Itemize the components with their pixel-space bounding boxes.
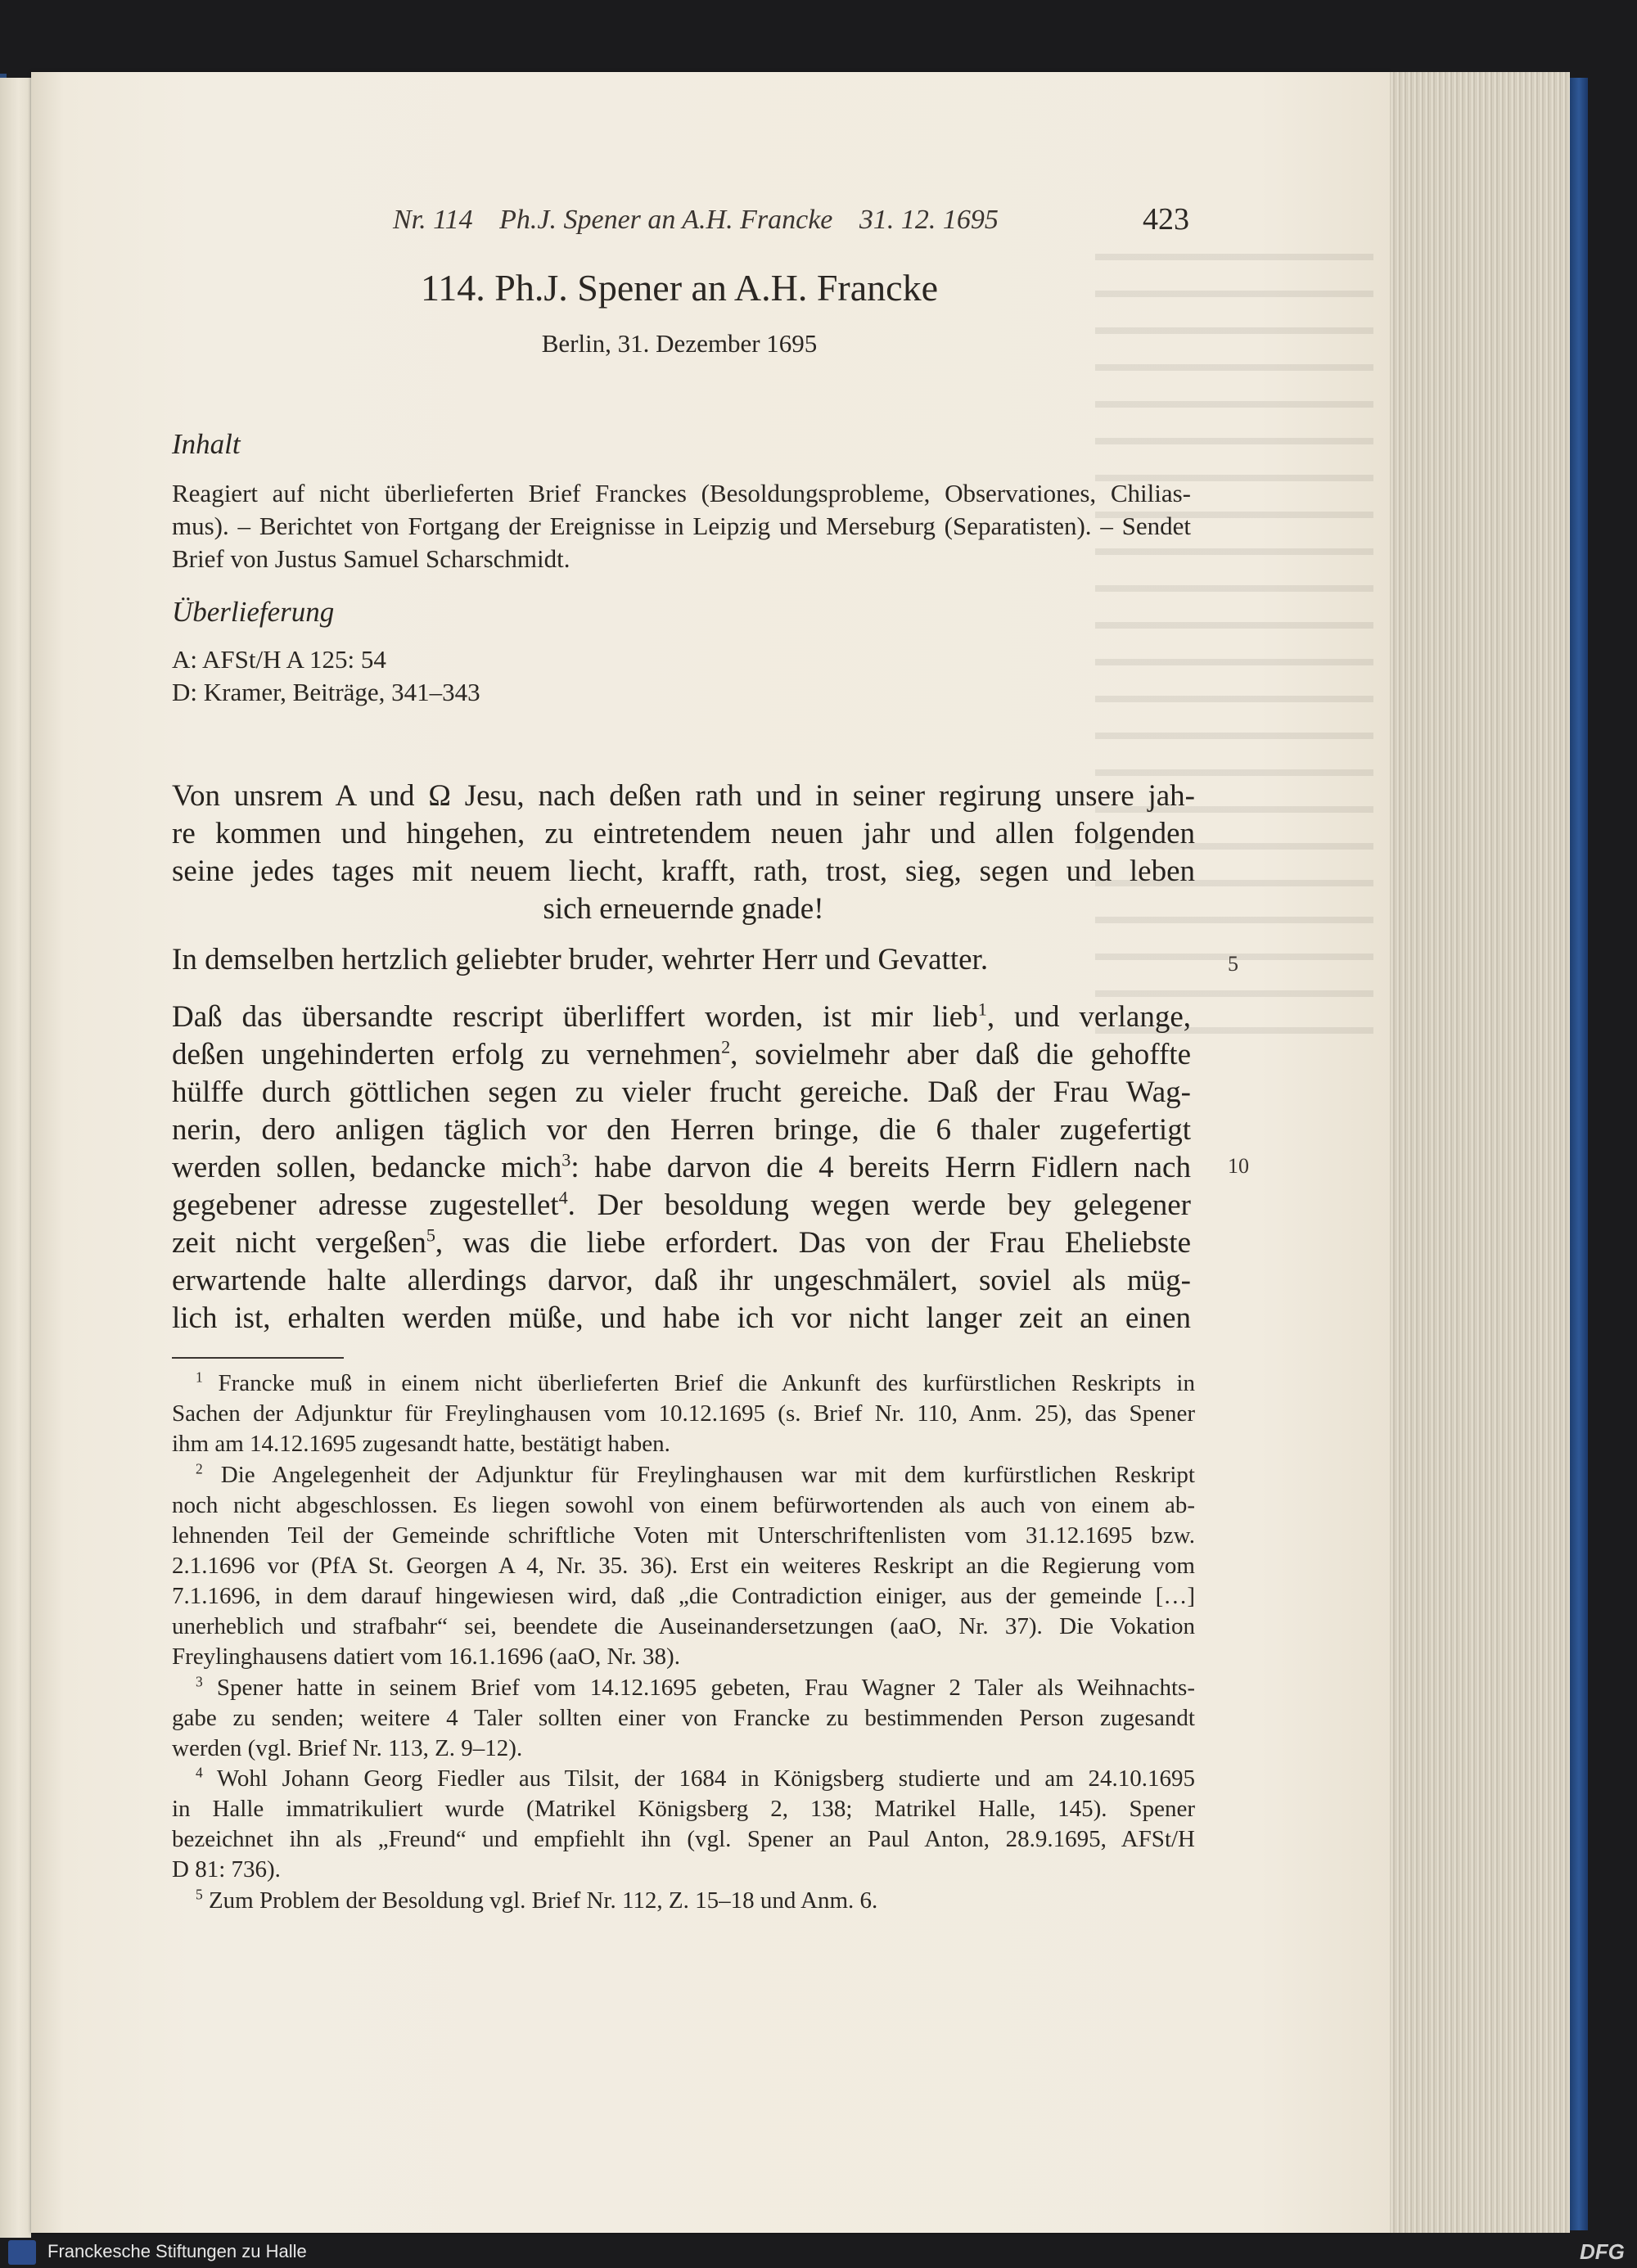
page-stack-edges xyxy=(1390,72,1570,2233)
footnote-line: noch nicht abgeschlossen. Es liegen sowohl von einem befürwortenden als auch von einem ab- xyxy=(172,1492,1195,1518)
body-line: hülffe durch göttlichen segen zu vieler frucht gereiche. Daß der Frau Wag- xyxy=(172,1075,1191,1109)
footnote-line: D 81: 736). xyxy=(172,1856,281,1882)
inhalt-line: mus). – Berichtet von Fortgang der Ereignisse in Leipzig und Merseburg (Separatisten). – Sendet xyxy=(172,512,1191,540)
salutation-line: Von unsrem A und Ω Jesu, nach deßen rath und in seiner regirung unsere jah- xyxy=(172,779,1195,813)
inhalt-line: Reagiert auf nicht überlieferten Brief Franckes (Besoldungsprobleme, Observationes, Chilias- xyxy=(172,479,1191,507)
body-line: deßen ungehinderten erfolg zu vernehmen$^2$, sovielmehr aber daß die gehoffte xyxy=(172,1036,1191,1071)
book-cover-right xyxy=(1570,78,1588,2230)
footer-institution: Franckesche Stiftungen zu Halle xyxy=(47,2241,307,2261)
letter-dateline: Berlin, 31. Dezember 1695 xyxy=(541,329,818,358)
footnote-rule xyxy=(172,1357,344,1359)
line-number: 10 xyxy=(1228,1154,1249,1178)
body-line: nerin, dero anligen täglich vor den Herren bringe, die 6 thaler zugefertigt xyxy=(172,1113,1191,1147)
ueberlieferung-line: D: Kramer, Beiträge, 341–343 xyxy=(172,678,480,706)
running-head-number: Nr. 114 xyxy=(393,205,473,235)
footnote-1 xyxy=(172,1368,1195,1459)
body-line: gegebener adresse zugestellet$^4$. Der besoldung wegen werde bey gelegener xyxy=(172,1187,1191,1222)
footnote-line: gabe zu senden; weitere 4 Taler sollten einer von Francke zu bestimmenden Person zugesandt xyxy=(172,1705,1195,1731)
footnote-line: $^5$ Zum Problem der Besoldung vgl. Brief Nr. 112, Z. 15–18 und Anm. 6. xyxy=(196,1886,878,1914)
body-line: lich ist, erhalten werden müße, und habe ich vor nicht langer zeit an einen xyxy=(172,1301,1191,1335)
footnote-line: ihm am 14.12.1695 zugesandt hatte, bestätigt haben. xyxy=(172,1431,670,1457)
line-number: 5 xyxy=(1228,952,1238,976)
footnote-line: werden (vgl. Brief Nr. 113, Z. 9–12). xyxy=(172,1735,523,1761)
inhalt-text xyxy=(172,477,1191,575)
footnote-line: $^2$ Die Angelegenheit der Adjunktur für Freylinghausen war mit dem kurfürstlichen Reskript xyxy=(196,1460,1195,1488)
footnote-line: unerheblich und strafbahr“ sei, beendete die Auseinandersetzungen (aaO, Nr. 37). Die Vokation xyxy=(172,1613,1195,1639)
footnote-line: Sachen der Adjunktur für Freylinghausen vom 10.12.1695 (s. Brief Nr. 110, Anm. 25), das Spener xyxy=(172,1400,1195,1427)
body-line: zeit nicht vergeßen$^5$, was die liebe erfordert. Das von der Frau Eheliebste xyxy=(172,1224,1191,1260)
footnote-line: $^4$ Wohl Johann Georg Fiedler aus Tilsit, der 1684 in Königsberg studierte und am 24.10.1695 xyxy=(196,1764,1195,1792)
footnote-line: 2.1.1696 vor (PfA St. Georgen A 4, Nr. 35. 36). Erst ein weiteres Reskript an die Regierung vom xyxy=(172,1553,1195,1579)
inhalt-label: Inhalt xyxy=(172,428,241,460)
footnote-line: bezeichnet ihn als „Freund“ und empfiehlt ihn (vgl. Spener an Paul Anton, 28.9.1695, AFSt/H xyxy=(172,1826,1195,1852)
footnote-line: Freylinghausens datiert vom 16.1.1696 (aaO, Nr. 38). xyxy=(172,1644,680,1670)
footnote-line: in Halle immatrikuliert wurde (Matrikel Königsberg 2, 138; Matrikel Halle, 145). Spener xyxy=(172,1796,1195,1822)
salutation-line: re kommen und hingehen, zu eintretendem neuen jahr und allen folgenden xyxy=(172,817,1195,850)
dfg-badge: DFG xyxy=(1580,2239,1625,2264)
footnote-3 xyxy=(172,1673,1195,1764)
body-line: Daß das übersandte rescript überliffert worden, ist mir lieb$^1$, und verlange, xyxy=(172,999,1191,1034)
footnote-line: 7.1.1696, in dem darauf hingewiesen wird, daß „die Contradiction einiger, aus der gemeinde […] xyxy=(172,1583,1195,1609)
left-page-edge xyxy=(0,78,31,2239)
footnote-line: lehnenden Teil der Gemeinde schriftliche Voten mit Unterschriftenlisten vom 31.12.1695 bzw. xyxy=(172,1522,1195,1549)
salutation-line: sich erneuernde gnade! xyxy=(543,892,824,926)
institution-logo-icon xyxy=(8,2240,36,2265)
letter-body xyxy=(172,999,1191,1337)
running-head xyxy=(393,205,1228,236)
page-number: 423 xyxy=(1143,202,1189,237)
salutation-line: seine jedes tages mit neuem liecht, krafft, rath, trost, sieg, segen und leben xyxy=(172,854,1195,888)
footnote-line: $^1$ Francke muß in einem nicht überlieferten Brief die Ankunft des kurfürstlichen Reskripts in xyxy=(196,1368,1195,1396)
footnote-2 xyxy=(172,1460,1195,1672)
running-head-date: 31. 12. 1695 xyxy=(859,205,999,235)
footnote-4 xyxy=(172,1764,1195,1885)
footnote-line: $^3$ Spener hatte in seinem Brief vom 14.12.1695 gebeten, Frau Wagner 2 Taler als Weihnachts- xyxy=(196,1673,1195,1701)
body-line: werden sollen, bedancke mich$^3$: habe darvon die 4 bereits Herrn Fidlern nach xyxy=(172,1149,1191,1184)
ueberlieferung-label: Überlieferung xyxy=(172,596,335,628)
address-line: In demselben hertzlich geliebter bruder, wehrter Herr und Gevatter. xyxy=(172,943,989,976)
salutation xyxy=(172,778,1195,928)
inhalt-line: Brief von Justus Samuel Scharschmidt. xyxy=(172,544,570,573)
footnote-5 xyxy=(172,1886,1195,1916)
background-right xyxy=(1588,0,1637,2268)
body-line: erwartende halte allerdings darvor, daß ihr ungeschmälert, soviel als müg- xyxy=(172,1264,1191,1297)
running-head-names: Ph.J. Spener an A.H. Francke xyxy=(499,205,833,235)
ueberlieferung-line: A: AFSt/H A 125: 54 xyxy=(172,645,386,674)
ueberlieferung-text xyxy=(172,643,1191,709)
letter-heading: 114. Ph.J. Spener an A.H. Francke xyxy=(421,267,938,309)
